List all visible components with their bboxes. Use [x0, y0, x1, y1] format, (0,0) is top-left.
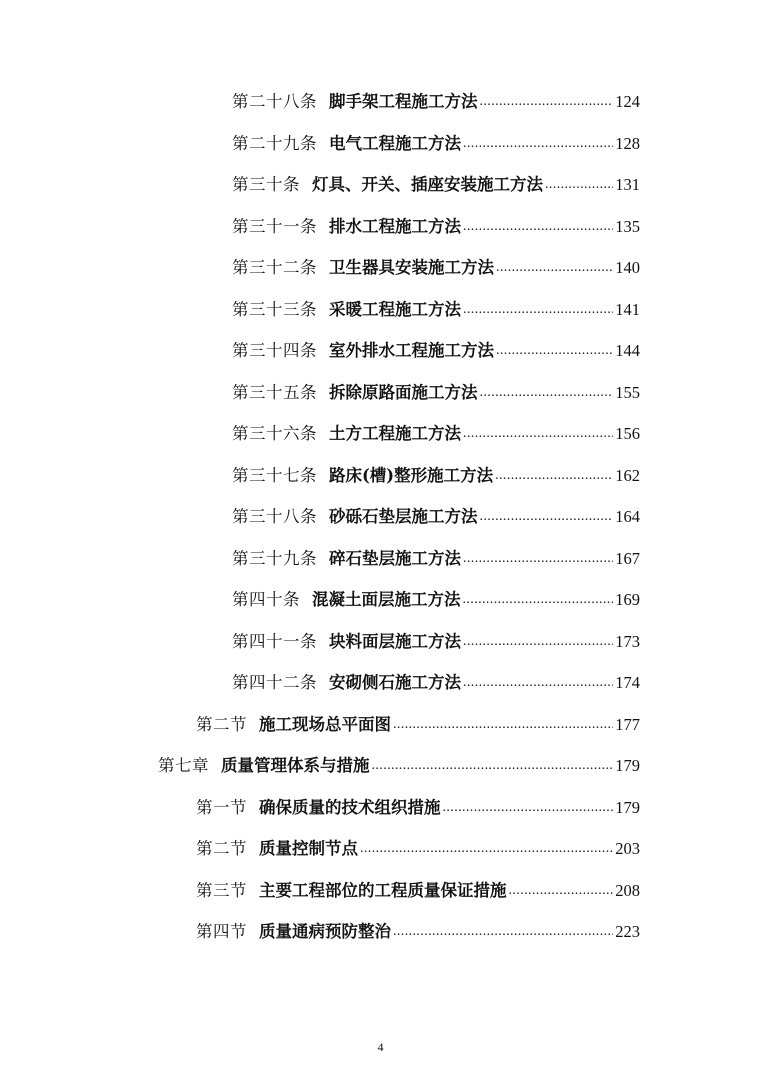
toc-entry-page: 141 — [615, 299, 640, 319]
toc-entry-title: 砂砾石垫层施工方法 — [329, 507, 478, 526]
dot-leader — [393, 711, 613, 739]
toc-entry-number: 第三十三条 — [232, 299, 317, 319]
toc-entry[interactable] — [232, 669, 640, 697]
toc-entry-page: 162 — [615, 465, 640, 485]
toc-entry-page: 131 — [615, 175, 640, 194]
toc-entry-number: 第一节 — [196, 797, 247, 817]
dot-leader — [463, 420, 613, 448]
toc-entry-page: 179 — [615, 756, 640, 775]
dot-leader — [480, 503, 614, 531]
dot-leader — [360, 835, 613, 863]
toc-entry-page: 164 — [615, 507, 640, 526]
dot-leader — [463, 296, 613, 324]
dot-leader — [463, 669, 613, 697]
toc-entry[interactable] — [232, 213, 640, 241]
toc-entry-page: 179 — [615, 797, 640, 817]
toc-entry-number: 第三十条 — [232, 175, 300, 194]
toc-entry-page: 128 — [615, 133, 640, 153]
toc-entry-number: 第七章 — [158, 756, 209, 775]
dot-leader — [495, 462, 613, 490]
toc-entry-title: 采暖工程施工方法 — [329, 299, 461, 319]
toc-entry[interactable] — [232, 545, 640, 573]
dot-leader — [496, 337, 613, 365]
dot-leader — [463, 545, 613, 573]
toc-entry-title: 卫生器具安装施工方法 — [329, 258, 494, 277]
toc-entry[interactable] — [196, 711, 640, 739]
toc-entry[interactable] — [196, 877, 640, 905]
toc-entry-number: 第三节 — [196, 880, 247, 900]
toc-entry-number: 第四节 — [196, 922, 247, 941]
dot-leader — [463, 586, 614, 614]
toc-entry-title: 确保质量的技术组织措施 — [259, 797, 441, 817]
dot-leader — [509, 877, 614, 905]
toc-entry-title: 安砌侧石施工方法 — [329, 673, 461, 692]
toc-entry-number: 第三十二条 — [232, 258, 317, 277]
toc-entry-page: 173 — [615, 631, 640, 651]
toc-entry-number: 第三十一条 — [232, 216, 317, 236]
dot-leader — [393, 918, 613, 946]
toc-entry-title: 质量通病预防整治 — [259, 922, 391, 941]
toc-entry[interactable] — [232, 296, 640, 324]
toc-entry[interactable] — [232, 337, 640, 365]
toc-entry-number: 第二十八条 — [232, 92, 317, 111]
toc-entry-title: 路床(槽)整形施工方法 — [329, 465, 494, 485]
toc-entry-page: 155 — [615, 382, 640, 402]
toc-entry-page: 223 — [615, 922, 640, 941]
dot-leader — [372, 752, 614, 780]
toc-entry-number: 第三十四条 — [232, 341, 317, 360]
toc-entry[interactable] — [232, 379, 640, 407]
toc-entry-number: 第三十八条 — [232, 507, 317, 526]
toc-entry-page: 174 — [615, 673, 640, 692]
toc-entry-page: 208 — [615, 880, 640, 900]
toc-entry-title: 质量管理体系与措施 — [221, 756, 370, 775]
toc-entry[interactable] — [196, 918, 640, 946]
toc-entry-page: 144 — [615, 341, 640, 360]
toc-entry-title: 混凝土面层施工方法 — [312, 590, 461, 609]
toc-entry-title: 土方工程施工方法 — [329, 424, 461, 443]
toc-entry-title: 灯具、开关、插座安装施工方法 — [312, 175, 543, 194]
toc-entry-title: 排水工程施工方法 — [329, 216, 461, 236]
dot-leader — [545, 171, 613, 199]
toc-entry-title: 块料面层施工方法 — [329, 631, 461, 651]
toc-entry[interactable] — [232, 503, 640, 531]
toc-entry-number: 第二十九条 — [232, 133, 317, 153]
toc-entry[interactable] — [232, 88, 640, 116]
toc-entry-title: 电气工程施工方法 — [329, 133, 461, 153]
toc-entry-title: 碎石垫层施工方法 — [329, 548, 461, 568]
toc-entry-number: 第四十一条 — [232, 631, 317, 651]
dot-leader — [480, 379, 614, 407]
dot-leader — [443, 794, 614, 822]
toc-entry-title: 主要工程部位的工程质量保证措施 — [259, 880, 507, 900]
toc-entry-title: 质量控制节点 — [259, 839, 358, 858]
toc-entry[interactable] — [232, 254, 640, 282]
toc-entry[interactable] — [232, 628, 640, 656]
toc-entry[interactable] — [232, 130, 640, 158]
toc-entry-title: 室外排水工程施工方法 — [329, 341, 494, 360]
dot-leader — [463, 130, 613, 158]
toc-entry-number: 第四十二条 — [232, 673, 317, 692]
toc-entry[interactable] — [232, 586, 640, 614]
toc-entry-page: 177 — [615, 714, 640, 734]
toc-entry-number: 第三十五条 — [232, 382, 317, 402]
toc-entry-title: 脚手架工程施工方法 — [329, 92, 478, 111]
toc-entry-title: 施工现场总平面图 — [259, 714, 391, 734]
toc-entry-number: 第四十条 — [232, 590, 300, 609]
toc-entry[interactable] — [158, 752, 640, 780]
toc-entry-page: 135 — [615, 216, 640, 236]
toc-entry-page: 140 — [615, 258, 640, 277]
toc-entry-page: 156 — [615, 424, 640, 443]
toc-entry-number: 第三十九条 — [232, 548, 317, 568]
toc-entry[interactable] — [196, 835, 640, 863]
toc-entry-page: 169 — [615, 590, 640, 609]
dot-leader — [496, 254, 613, 282]
dot-leader — [463, 213, 613, 241]
toc-entry[interactable] — [196, 794, 640, 822]
toc-entry[interactable] — [232, 420, 640, 448]
toc-entry-page: 203 — [615, 839, 640, 858]
page-number: 4 — [377, 1040, 384, 1054]
toc-entry-title: 拆除原路面施工方法 — [329, 382, 478, 402]
dot-leader — [463, 628, 613, 656]
toc-entry-page: 124 — [615, 92, 640, 111]
toc-entry-page: 167 — [615, 548, 640, 568]
toc-entry-number: 第三十七条 — [232, 465, 317, 485]
toc-entry-number: 第二节 — [196, 839, 247, 858]
dot-leader — [480, 88, 614, 116]
toc-entry-number: 第二节 — [196, 714, 247, 734]
toc-entry[interactable] — [232, 171, 640, 199]
toc-entry[interactable] — [232, 462, 640, 490]
toc-entry-number: 第三十六条 — [232, 424, 317, 443]
